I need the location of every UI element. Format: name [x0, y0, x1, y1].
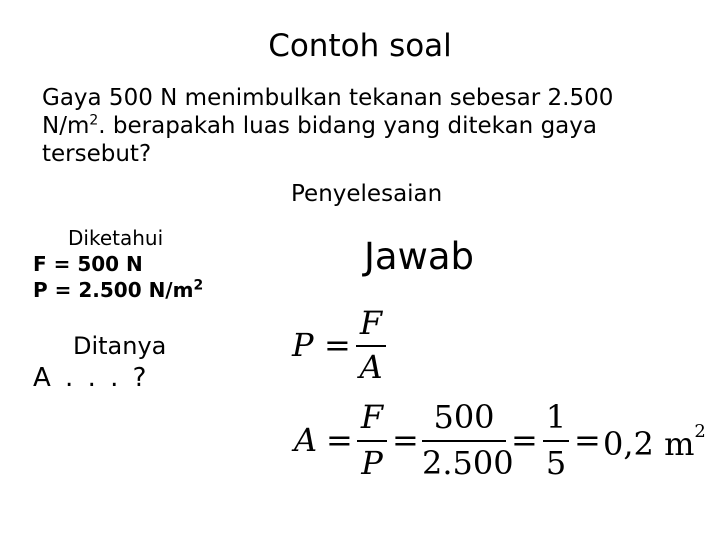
- formula-denominator: A: [359, 348, 383, 386]
- solution-equals-4: =: [574, 421, 601, 459]
- slide-title: Contoh soal: [268, 28, 452, 64]
- solution-frac1-denominator: P: [361, 444, 383, 482]
- known-heading: Diketahui: [68, 226, 164, 250]
- answer-heading: Jawab: [364, 235, 475, 278]
- solution-heading: Penyelesaian: [291, 181, 443, 207]
- problem-line-2-exponent: 2: [89, 112, 99, 129]
- solution-frac3-numerator: 1: [545, 398, 567, 436]
- solution-equals-1: =: [326, 421, 353, 459]
- known-pressure-exponent: 2: [193, 277, 204, 294]
- solution-equals-3: =: [511, 421, 538, 459]
- solution-result-value: 0,2 m: [603, 425, 695, 463]
- known-pressure-value: P = 2.500 N/m: [33, 278, 194, 302]
- known-force: F = 500 N: [33, 252, 143, 276]
- solution-result-exponent: 2: [694, 421, 706, 442]
- problem-line-2-text: . berapakah luas bidang yang ditekan gaya: [98, 113, 597, 139]
- solution-equals-2: =: [392, 421, 419, 459]
- solution-result: [603, 421, 706, 463]
- solution-frac3-denominator: 5: [545, 444, 567, 482]
- solution-frac2-numerator: 500: [433, 398, 495, 436]
- problem-line-1: Gaya 500 N menimbulkan tekanan sebesar 2.500: [42, 85, 614, 111]
- formula-numerator: F: [359, 304, 383, 342]
- solution-frac2-bar: [422, 440, 506, 442]
- solution-frac1-numerator: F: [360, 398, 384, 436]
- asked-heading: Ditanya: [73, 332, 167, 360]
- problem-line-2-unit: N/m: [42, 113, 90, 139]
- solution-frac2-denominator: 2.500: [422, 444, 514, 482]
- problem-statement: [42, 84, 670, 168]
- formula-lhs: P: [292, 326, 314, 364]
- solution-frac1-bar: [357, 440, 387, 442]
- asked-question: A . . . ?: [33, 363, 150, 393]
- solution-lhs: A: [294, 421, 318, 459]
- known-pressure: [33, 278, 203, 302]
- formula-equals: =: [324, 326, 351, 364]
- formula-fraction-bar: [356, 345, 386, 347]
- problem-line-3: tersebut?: [42, 141, 152, 167]
- solution-frac3-bar: [543, 440, 569, 442]
